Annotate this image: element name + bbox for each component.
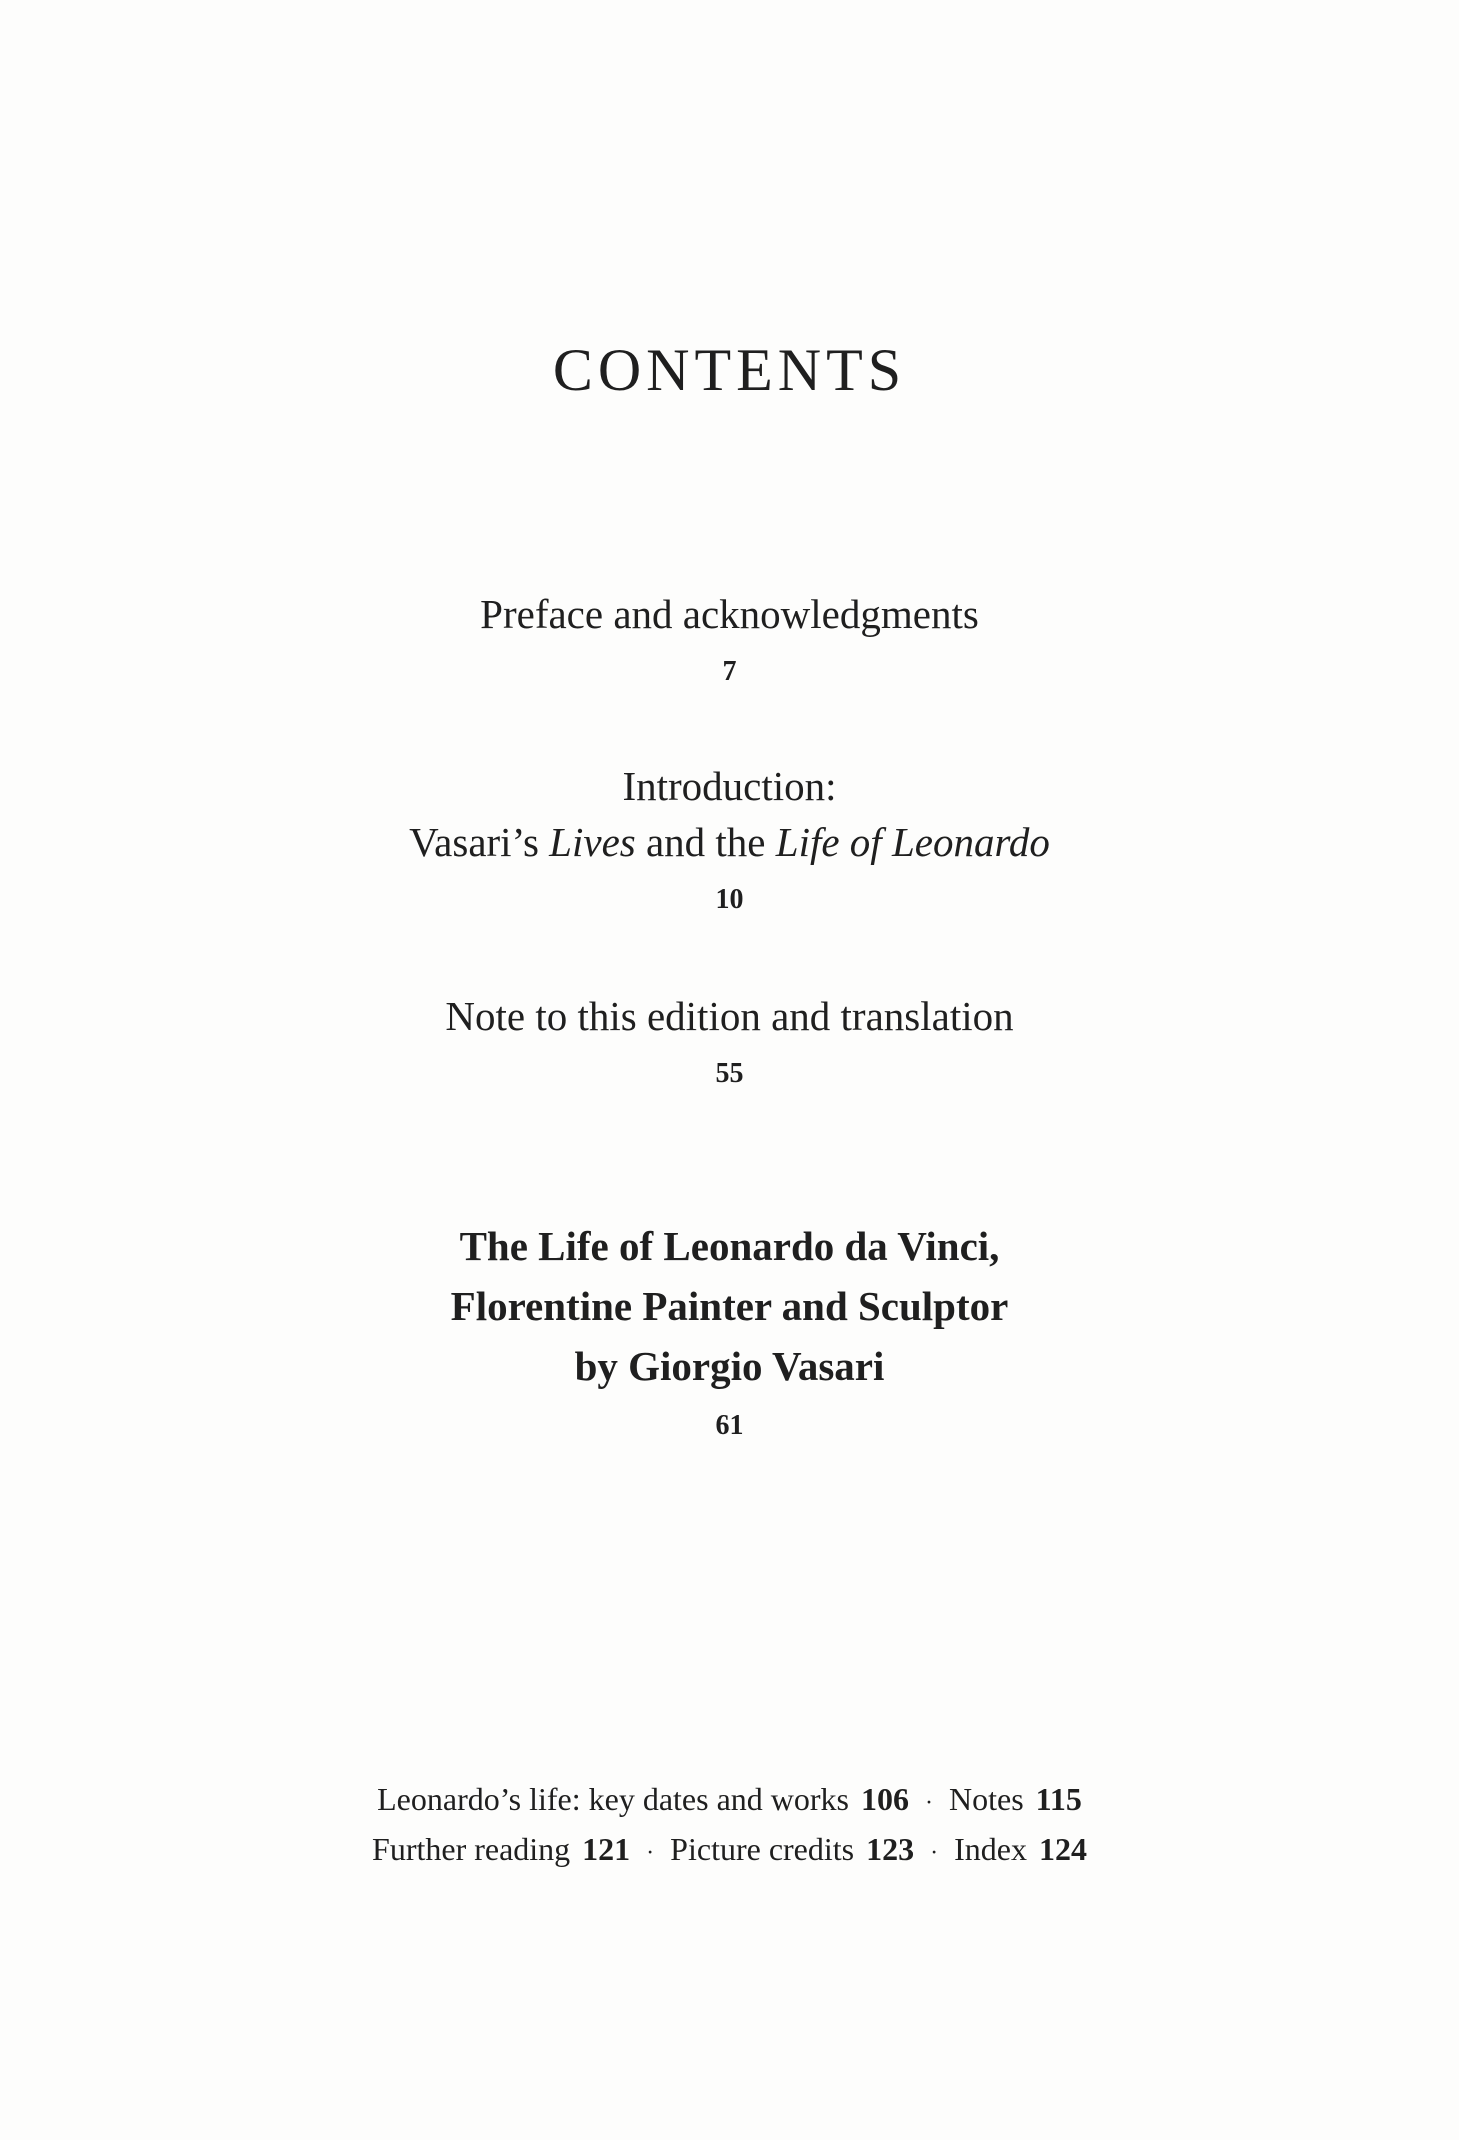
toc-entry-preface (0, 586, 1459, 688)
toc-entry-title: Preface and acknowledgments (480, 591, 979, 637)
title-italic-segment: Life of Leonardo (775, 819, 1050, 865)
back-matter-page-number: 106 (860, 1781, 909, 1817)
toc-entry-page-number: 7 (722, 656, 737, 687)
separator-dot: · (646, 1840, 655, 1866)
back-matter-list (0, 1776, 1459, 1876)
back-matter-page-number: 124 (1038, 1831, 1087, 1867)
back-matter-page-number: 123 (866, 1831, 915, 1867)
toc-entry-introduction (0, 758, 1459, 916)
toc-entry-title-line-2 (0, 814, 1459, 870)
back-matter-line-2 (0, 1826, 1459, 1876)
separator-dot: · (930, 1840, 939, 1866)
page-title: CONTENTS (552, 337, 907, 403)
toc-entry-note (0, 988, 1459, 1090)
separator-dot: · (924, 1790, 933, 1816)
back-matter-line-1 (0, 1776, 1459, 1826)
back-matter-page-number: 121 (582, 1831, 631, 1867)
back-matter-label: Leonardo’s life: key dates and works (377, 1781, 849, 1817)
toc-entry-title-line-1: The Life of Leonardo da Vinci, (459, 1223, 1000, 1269)
back-matter-label: Further reading (372, 1831, 571, 1867)
toc-entry-life-of-leonardo (0, 1216, 1459, 1442)
toc-entry-title: Note to this edition and translation (445, 993, 1014, 1039)
back-matter-page-number: 115 (1035, 1781, 1082, 1817)
toc-entry-title-line-3: by Giorgio Vasari (574, 1343, 885, 1389)
back-matter-label: Picture credits (670, 1831, 855, 1867)
toc-entry-title-line-2: Florentine Painter and Sculptor (450, 1283, 1009, 1329)
toc-entry-page-number: 61 (715, 1410, 744, 1441)
back-matter-label: Index (954, 1831, 1027, 1867)
back-matter-label: Notes (948, 1781, 1024, 1817)
title-italic-segment: Lives (549, 819, 636, 865)
toc-entry-page-number: 55 (715, 1058, 744, 1089)
title-text-segment: and the (635, 819, 776, 865)
toc-entry-page-number: 10 (715, 884, 744, 915)
toc-entry-title-line-1: Introduction: (622, 763, 837, 809)
title-text-segment: Vasari’s (409, 819, 550, 865)
